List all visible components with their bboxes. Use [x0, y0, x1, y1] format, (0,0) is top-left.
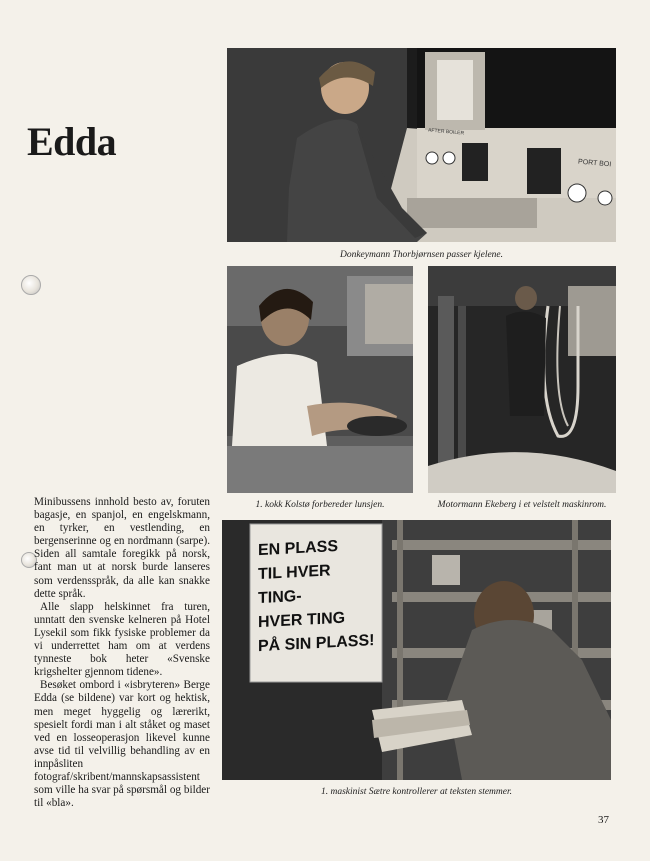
punch-hole: [21, 275, 41, 295]
photo-cook: [227, 266, 413, 493]
sign-text: [258, 533, 378, 659]
page-number: 37: [598, 814, 609, 826]
photo-motorman: [428, 266, 616, 493]
sign-line: PÅ SIN PLASS!: [258, 632, 375, 656]
panel-label-right: PORT BOI: [577, 158, 612, 169]
sign-line: EN PLASS: [258, 537, 339, 560]
photo-donkeyman: [227, 48, 616, 242]
caption-donkeyman: Donkeymann Thorbjørnsen passer kjelene.: [339, 250, 504, 260]
caption-cook: 1. kokk Kolstø forbereder lunsjen.: [255, 500, 385, 510]
sign-line: TIL HVER TING-: [258, 562, 331, 608]
caption-machinist: 1. maskinist Sætre kontrollerer at teksten stemmer.: [320, 787, 513, 797]
caption-motorman: Motormann Ekeberg i et velstelt maskinrom.: [437, 500, 607, 510]
panel-label-left: AFTER BOILER: [427, 127, 465, 137]
photo-machinist: [222, 520, 611, 780]
paragraph: Besøket ombord i «isbryteren» Berge Edda (se bildene) var kort og hektisk, men meget hyggelig og lærerikt, spesielt fordi man i alt ståket og maset ved en losseoperasjon likevel kunne avse tid til velvillig behandling av en innpåsliten fotograf/skribent/mannskapsassistent som ville ha svar på spørsmål og bilder til «bla».: [34, 679, 210, 810]
sign-line: HVER TING: [258, 609, 346, 632]
paragraph: Alle slapp helskinnet fra turen, unntatt den svenske kelneren på Hotel Lysekil som fikk fysiske problemer da vi underrettet ham om at verdens tynneste bok heter «Svenske krigshelter gjennom tidene».: [34, 600, 210, 679]
paragraph: Minibussens innhold besto av, foruten bagasje, en spanjol, en engelskmann, en tyrker, en vestlending, en bergenserinne og en nordmann (sarpe). Siden all samtale foregikk på norsk, fant man ut at norsk burde lanseres som verdensspråk, da alle kan snakke dette språk.: [34, 496, 210, 600]
article-body: [34, 496, 210, 810]
page-title: Edda: [27, 119, 117, 164]
